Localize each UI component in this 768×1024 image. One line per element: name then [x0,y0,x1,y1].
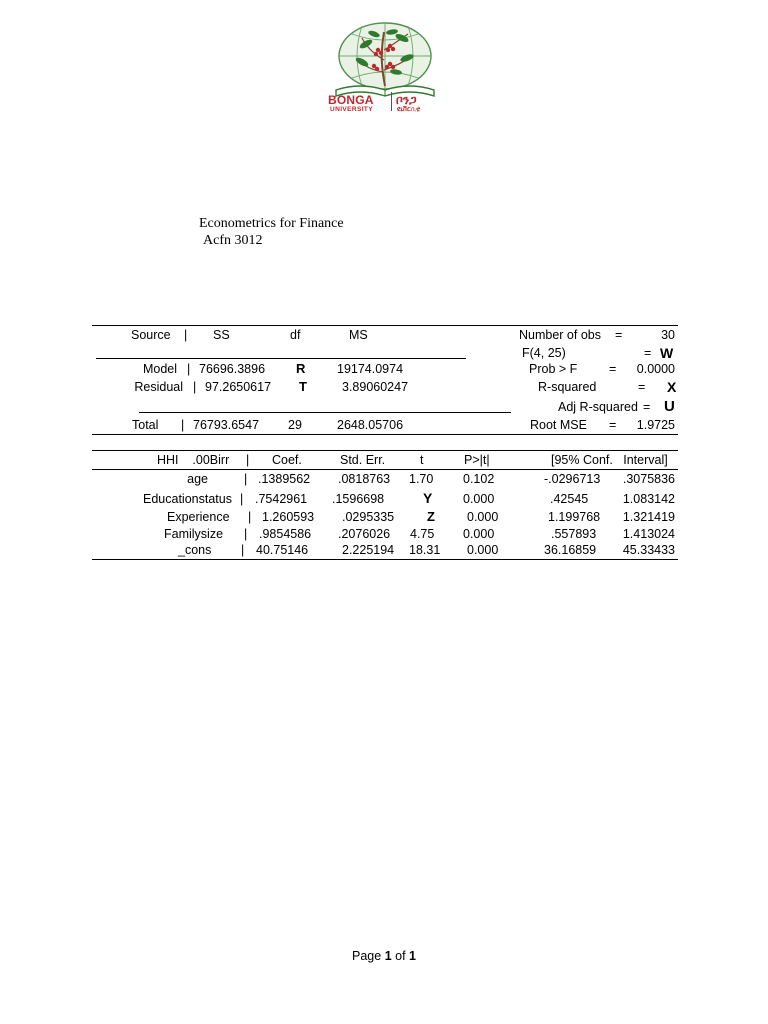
footer-page-total: 1 [409,949,416,963]
coef-header-se: Std. Err. [340,453,386,467]
coef-row-var: Experience [167,510,230,524]
stat-eq: = [638,380,646,394]
anova-header-ss: SS [213,328,230,342]
footer-of-word: of [395,949,406,963]
stat-value: 30 [661,328,675,342]
anova-header-ms: MS [349,328,368,342]
footer-page-number: 1 [384,949,392,963]
anova-row-df: R [296,361,306,376]
stat-value: U [664,398,675,415]
rule-coef-top [92,450,678,451]
footer-page-word: Page [352,949,382,963]
coef-row-var: age [187,472,208,486]
coef-row-t: Z [427,509,435,524]
rule-coef-header [92,469,678,470]
coef-row-coef: 40.75146 [256,543,309,557]
coef-row-p: 0.000 [467,510,499,524]
anova-header-source: Source [131,328,171,342]
coef-row-p: 0.000 [463,527,495,541]
anova-header-sep: | [184,328,188,342]
anova-row-ms: 19174.0974 [337,362,404,376]
stat-label: F(4, 25) [522,346,566,360]
course-title: Econometrics for Finance [199,216,344,231]
stat-eq: = [609,418,617,432]
logo-name-local: ቦንጋ [396,93,417,107]
stat-value: 1.9725 [636,418,675,432]
coef-row-ci-high: 1.413024 [622,527,675,541]
stat-label: R-squared [538,380,597,394]
coef-row-sep: | [240,492,244,506]
logo-sub-en: UNIVERSITY [330,106,374,113]
anova-row-source: Model [142,362,177,376]
coef-row-ci-low: 36.16859 [544,543,597,557]
coef-row-ci-low: .557893 [551,527,597,541]
coef-row-coef: 1.260593 [262,510,315,524]
stat-label: Prob > F [529,362,578,376]
stat-eq: = [644,346,652,360]
coef-row-ci-high: .3075836 [622,472,675,486]
stat-value: X [667,379,677,395]
logo-divider [391,92,392,111]
anova-row-ss: 76696.3896 [199,362,266,376]
coef-header-var: HHI .00Birr [157,453,230,467]
stat-eq: = [643,400,651,414]
coef-row-p: 0.102 [463,472,495,486]
rule-anova-bottom [92,434,678,435]
coef-row-coef: .1389562 [258,472,311,486]
coef-row-ci-high: 45.33433 [622,543,675,557]
coef-row-ci-low: 1.199768 [548,510,601,524]
stat-eq: = [609,362,617,376]
stat-label: Number of obs [519,328,601,342]
logo-sub-local: ዩኒቨርሲቲ [397,106,421,113]
coef-row-t: 1.70 [409,472,434,486]
coef-row-t: 18.31 [409,543,441,557]
coef-row-ci-low: -.0296713 [544,472,601,486]
coef-row-t: Y [423,490,433,506]
bonga-university-logo [322,20,448,116]
coef-row-ci-high: 1.083142 [622,492,675,506]
page-footer [352,949,416,963]
coef-row-coef: .7542961 [255,492,308,506]
stat-value: W [660,345,674,361]
stat-value: 0.0000 [636,362,675,376]
coef-row-p: 0.000 [467,543,499,557]
anova-row-ss: 76793.6547 [193,418,260,432]
coef-header-t: t [420,453,424,467]
logo-name-en: BONGA [328,93,374,107]
coef-row-ci-low: .42545 [550,492,589,506]
stat-label: Adj R-squared [558,400,638,414]
coef-row-se: .2076026 [338,527,391,541]
coef-row-se: .1596698 [332,492,385,506]
anova-row-ms: 2648.05706 [337,418,404,432]
rule-residual [139,412,511,413]
coef-header-p: P>|t| [464,453,490,467]
anova-row-df: 29 [288,418,302,432]
rule-top [92,325,678,326]
coef-header-ci: [95% Conf. Interval] [551,453,668,467]
stat-eq: = [615,328,623,342]
anova-row-sep: | [187,362,191,376]
stat-label: Root MSE [530,418,587,432]
coef-row-var: Educationstatus [143,492,232,506]
anova-row-source: Residual [134,380,183,394]
coef-row-var: Familysize [164,527,224,541]
coef-row-se: .0818763 [338,472,391,486]
rule-header [96,358,466,359]
coef-row-sep: | [241,543,245,557]
coef-row-ci-high: 1.321419 [622,510,675,524]
coef-row-se: 2.225194 [342,543,395,557]
anova-row-df: T [299,379,307,394]
anova-row-sep: | [193,380,197,394]
coef-row-se: .0295335 [342,510,395,524]
anova-row-source: Total [132,418,159,432]
course-code: Acfn 3012 [203,233,263,248]
coef-header-sep: | [246,453,250,467]
anova-row-ms: 3.89060247 [342,380,409,394]
coef-row-var: _cons [178,543,212,557]
coef-row-sep: | [244,472,248,486]
rule-coef-bottom [92,559,678,560]
coef-row-sep: | [248,510,252,524]
coef-row-p: 0.000 [463,492,495,506]
coef-row-coef: .9854586 [259,527,312,541]
coef-row-sep: | [244,527,248,541]
coef-header-coef: Coef. [272,453,302,467]
anova-row-ss: 97.2650617 [205,380,272,394]
coef-row-t: 4.75 [410,527,435,541]
anova-row-sep: | [181,418,185,432]
anova-header-df: df [290,328,301,342]
